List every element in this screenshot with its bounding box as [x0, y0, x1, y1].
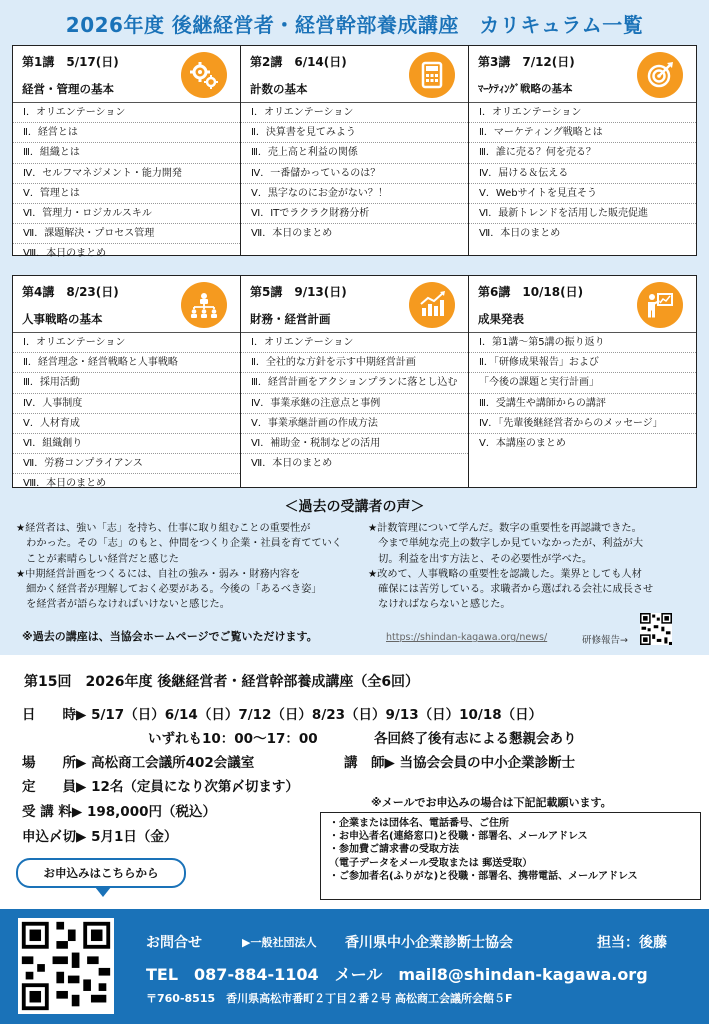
list-item: Ⅵ．管理力・ロジカルスキル — [13, 204, 240, 224]
requirement-item: ・ご参加者名(ふりがな)と役職・部署名、携帯電話、メールアドレス — [329, 870, 638, 882]
list-item: Ⅲ．組織とは — [13, 143, 240, 163]
report-label: 研修報告→ — [582, 635, 628, 646]
lecture-items — [469, 102, 696, 255]
list-item: Ⅶ．課題解決・プロセス管理 — [13, 224, 240, 244]
list-item: Ⅱ．マーケティング戦略とは — [469, 123, 696, 143]
fee-label: 受 講 料▶ — [22, 804, 83, 820]
capacity-label: 定 員▶ — [22, 779, 87, 795]
list-item: Ⅲ．売上高と利益の関係 — [241, 143, 468, 163]
list-item: Ⅶ．本日のまとめ — [479, 228, 561, 240]
qr-code-apply[interactable] — [18, 918, 114, 1014]
place-row — [22, 751, 254, 771]
lecture-items — [241, 102, 468, 255]
org-chart-icon — [181, 282, 227, 328]
list-item: Ⅶ．労務コンプライアンス — [13, 454, 240, 474]
requirements-box — [320, 812, 701, 900]
gears-icon — [181, 52, 227, 98]
list-item: Ⅲ．採用活動 — [13, 373, 240, 393]
past-courses-note: ※過去の講座は、当協会ホームページでご覧いただけます。 — [22, 630, 318, 643]
lecture-name: 人事戦略の基本 — [22, 312, 103, 326]
list-item: Ⅱ．経営とは — [13, 123, 240, 143]
lecture-items — [241, 332, 468, 487]
course-dates: 5/17（日）6/14（日）7/12（日）8/23（日）9/13（日）10/18（日） — [91, 707, 543, 723]
list-item: Ⅳ．セルフマネジメント・能力開発 — [13, 164, 240, 184]
lecture-items — [13, 102, 240, 260]
deadline-row — [22, 825, 177, 845]
list-item: Ⅱ．全社的な方針を示す中期経営計画 — [241, 353, 468, 373]
lecture-name: 財務・経営計画 — [250, 312, 331, 326]
list-item: Ⅶ．本日のまとめ — [251, 458, 333, 470]
list-item: Ⅳ．「先輩後継経営者からのメッセージ」 — [469, 414, 696, 434]
lecture-number: 第5講 9/13(日) — [250, 285, 347, 299]
lecture-3 — [469, 46, 696, 255]
lecture-6 — [469, 276, 696, 487]
lecture-items — [469, 332, 696, 487]
after-party: 各回終了後有志による懇親会あり — [374, 731, 577, 747]
lecture-name: 計数の基本 — [250, 82, 308, 96]
list-item: Ⅰ．オリエンテーション — [13, 103, 240, 123]
voice-line: ★経営者は、強い「志」を持ち、仕事に取り組むことの重要性が — [16, 523, 311, 534]
list-item: Ⅲ．誰に売る？何を売る？ — [469, 143, 696, 163]
lecture-name: ﾏｰｹﾃｨﾝｸﾞ戦略の基本 — [478, 83, 573, 95]
lecturer-row — [344, 751, 575, 771]
curriculum-table-1 — [12, 45, 697, 260]
list-item: Ⅶ．本日のまとめ — [251, 228, 333, 240]
org-prefix: ▶一般社団法人 — [242, 936, 317, 949]
lecturer-label: 講 師▶ — [344, 755, 395, 771]
page-title: 2026年度 後継経営者・経営幹部養成講座 カリキュラム一覧 — [65, 13, 644, 37]
list-item: Ⅷ．本日のまとめ — [23, 248, 107, 260]
date-row — [22, 703, 542, 723]
voice-line: わかった。その「志」のもと、仲間をつくり企業・社員を育てていく — [16, 538, 342, 550]
date-label: 日 時▶ — [22, 707, 87, 723]
list-item: Ⅳ．一番儲かっているのは？ — [241, 164, 468, 184]
list-item: Ⅴ．事業承継計画の作成方法 — [241, 414, 468, 434]
list-item: Ⅵ．ITでラクラク財務分析 — [241, 204, 468, 224]
news-link[interactable]: https://shindan-kagawa.org/news/ — [386, 632, 548, 643]
lecture-items — [13, 332, 240, 490]
target-icon — [637, 52, 683, 98]
presentation-icon — [637, 282, 683, 328]
after-party-row — [374, 727, 577, 747]
voice-line: 細かく経営者が理解しておく必要がある。今後の「あるべき姿」 — [16, 584, 322, 596]
contact-tel-mail: TEL 087-884-1104 メール mail8@shindan-kagawa.org — [146, 965, 648, 984]
requirement-item: （電子データをメール受取または 郵送受取） — [329, 857, 533, 869]
list-item: Ⅴ．管理とは — [13, 184, 240, 204]
lecture-1 — [13, 46, 240, 260]
list-item: Ⅱ．経営理念・経営戦略と人事戦略 — [13, 353, 240, 373]
list-item: Ⅵ．組織創り — [13, 434, 240, 454]
contact-address: 〒760-8515 香川県高松市番町２丁目２番２号 高松商工会議所会館５F — [146, 992, 513, 1005]
lecture-number: 第3講 7/12(日) — [478, 55, 575, 69]
lecture-number: 第6講 10/18(日) — [478, 285, 584, 299]
list-item: Ⅳ．事業承継の注意点と事例 — [241, 394, 468, 414]
inquiry-label: お問合せ — [146, 935, 202, 951]
qr-code-report[interactable] — [640, 613, 672, 645]
list-item: Ⅴ．Webサイトを見直そう — [469, 184, 696, 204]
lecture-2 — [241, 46, 468, 255]
list-item: Ⅷ．本日のまとめ — [23, 478, 107, 490]
course-lecturer: 当協会会員の中小企業診断士 — [399, 755, 576, 771]
bar-chart-icon — [409, 282, 455, 328]
voice-line: ★改めて、人事戦略の重要性を認識した。業界としても人材 — [368, 568, 642, 580]
capacity-row — [22, 775, 299, 795]
list-item: Ⅰ．第1講～第5講の振り返り — [469, 333, 696, 353]
course-time: いずれも10：00～17：00 — [148, 731, 318, 747]
list-item: Ⅲ．受講生や講師からの講評 — [469, 394, 696, 414]
list-item: Ⅰ．オリエンテーション — [469, 103, 696, 123]
list-item: Ⅳ．届ける＆伝える — [469, 164, 696, 184]
voice-line: を経営者が語らなければいけないと感じた。 — [16, 599, 230, 611]
lecture-number: 第1講 5/17(日) — [22, 55, 119, 69]
voice-line: ★中期経営計画をつくるには、自社の強み・弱み・財務内容を — [16, 568, 301, 580]
voice-line: ことが素晴らしい経営だと感じた — [16, 553, 179, 565]
list-item: Ⅳ．人事制度 — [13, 394, 240, 414]
apply-callout — [16, 858, 186, 888]
voices-title: ＜過去の受講者の声＞ — [284, 499, 425, 515]
requirement-item: ・お申込者名(連絡窓口)と役職・部署名、メールアドレス — [329, 831, 588, 843]
voices-left — [16, 521, 361, 613]
requirement-item: ・参加費ご請求書の受取方法 — [329, 844, 459, 856]
list-item: Ⅵ．最新トレンドを活用した販売促進 — [469, 204, 696, 224]
curriculum-table-2 — [12, 275, 697, 488]
calculator-icon — [409, 52, 455, 98]
list-item: Ⅰ．オリエンテーション — [13, 333, 240, 353]
voice-line: 切。利益を出す方法と、その必要性が学べた。 — [368, 553, 593, 565]
list-item: Ⅴ．人材育成 — [13, 414, 240, 434]
place-label: 場 所▶ — [22, 755, 87, 771]
list-item: Ⅰ．オリエンテーション — [241, 103, 468, 123]
lecture-4 — [13, 276, 240, 490]
list-item: Ⅱ．決算書を見てみよう — [241, 123, 468, 143]
org-name: 香川県中小企業診断士協会 — [345, 935, 513, 951]
course-capacity: 12名（定員になり次第〆切ます） — [91, 779, 299, 795]
deadline-label: 申込〆切▶ — [22, 829, 87, 845]
voice-line: 確保には苦労している。求職者から選ばれる会社に成長させ — [368, 584, 654, 596]
lecture-5 — [241, 276, 468, 487]
list-item: 「今後の課題と実行計画」 — [469, 373, 696, 393]
time-row — [148, 727, 318, 747]
course-deadline: 5月1日（金） — [91, 829, 178, 845]
contact-person: 担当：後藤 — [597, 935, 667, 951]
lecture-number: 第4講 8/23(日) — [22, 285, 119, 299]
list-item: Ⅴ．黒字なのにお金がない？！ — [241, 184, 468, 204]
requirement-item: ・企業または団体名、電話番号、ご住所 — [329, 818, 509, 829]
apply-label: お申込みはこちらから — [43, 866, 159, 880]
lecture-name: 成果発表 — [478, 312, 524, 326]
course-place: 高松商工会議所402会議室 — [91, 755, 255, 771]
list-item: Ⅰ．オリエンテーション — [241, 333, 468, 353]
course-title: 第15回 2026年度 後継経営者・経営幹部養成講座（全6回） — [24, 674, 420, 690]
voices-right — [368, 521, 703, 613]
list-item: Ⅵ．補助金・税制などの活用 — [241, 434, 468, 454]
list-item: Ⅴ．本講座のまとめ — [479, 437, 566, 449]
voice-line: 今まで単純な売上の数字しか見ていなかったが、利益が大 — [368, 538, 644, 550]
list-item: Ⅲ．経営計画をアクションプランに落とし込む — [241, 373, 468, 393]
voice-line: ★計数管理について学んだ。数字の重要性を再認識できた。 — [368, 523, 642, 534]
course-fee: 198,000円（税込） — [87, 804, 216, 820]
fee-row — [22, 800, 216, 820]
mail-note: ※メールでお申込みの場合は下記記載願います。 — [371, 796, 612, 809]
voice-line: なければならないと感じた。 — [368, 599, 511, 611]
lecture-name: 経営・管理の基本 — [22, 82, 114, 96]
lecture-number: 第2講 6/14(日) — [250, 55, 347, 69]
list-item: Ⅱ．「研修成果報告」および — [469, 353, 696, 373]
